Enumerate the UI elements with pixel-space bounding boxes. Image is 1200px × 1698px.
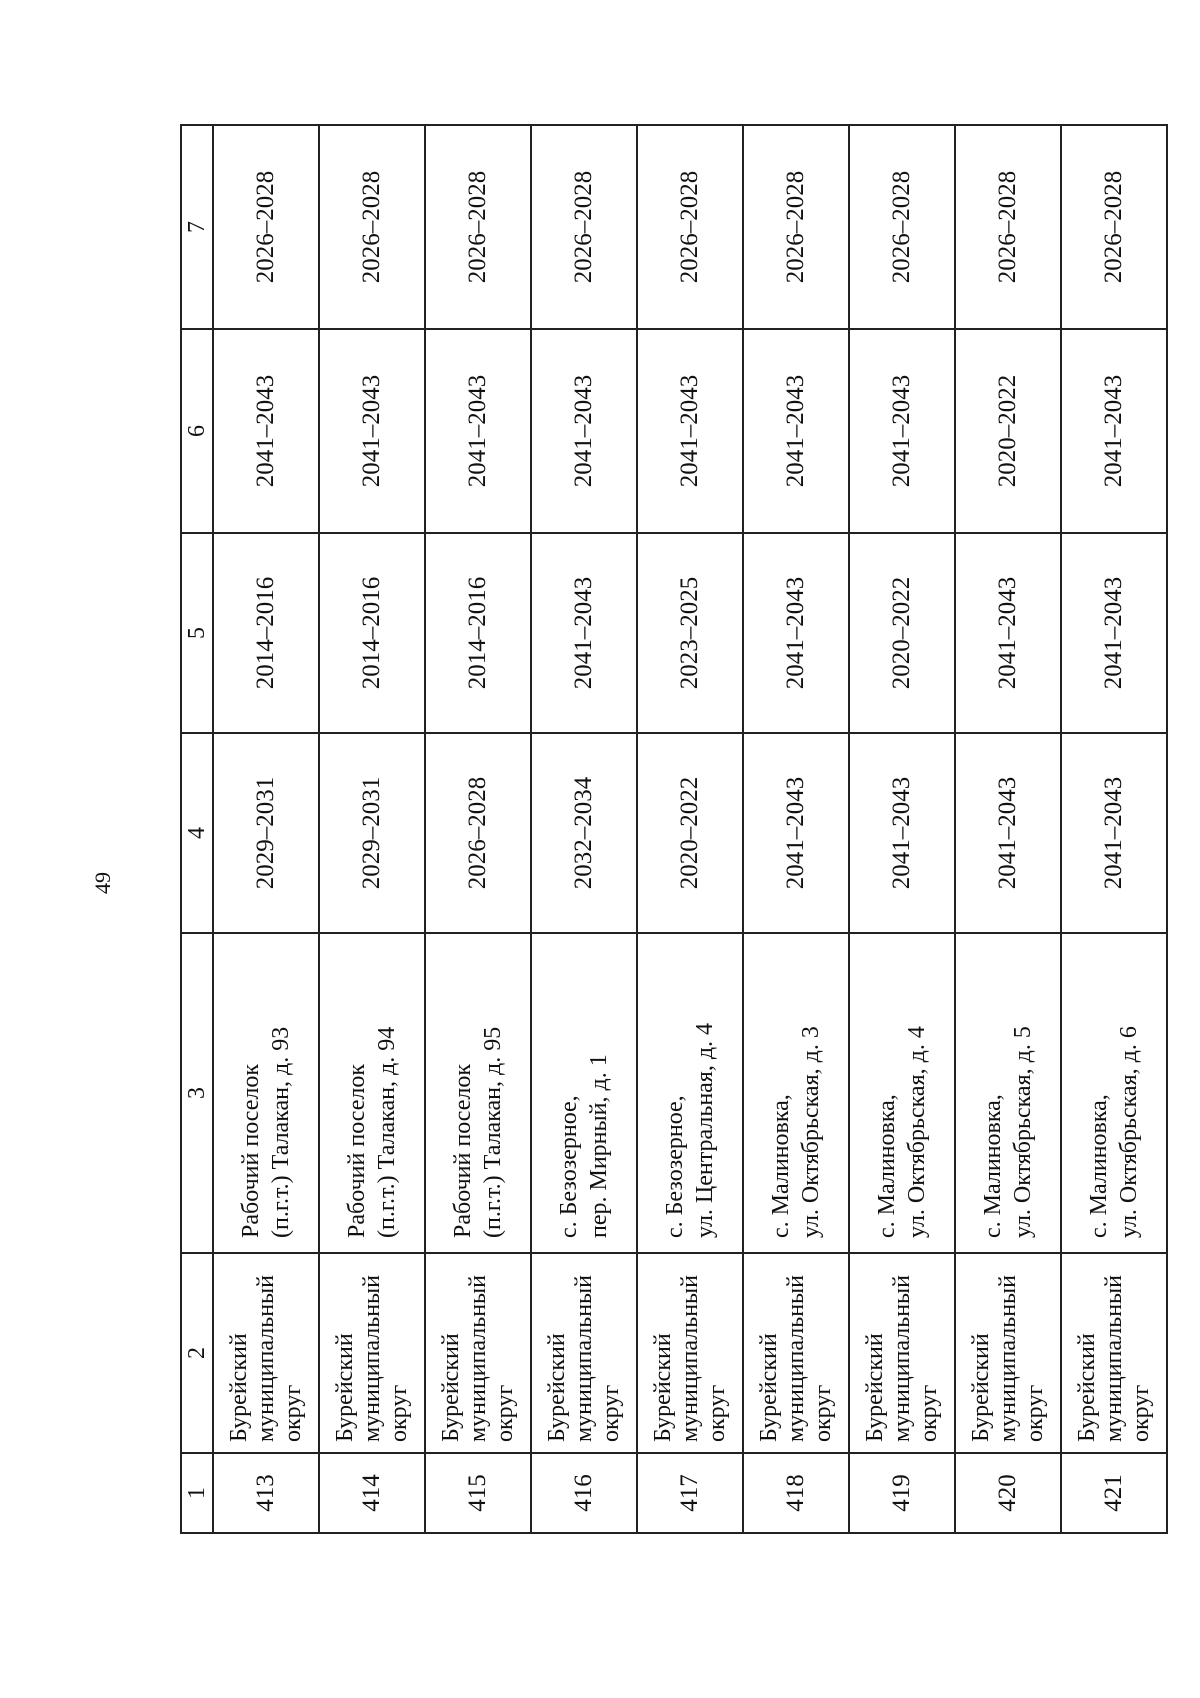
period-cell-col4 [849, 733, 955, 933]
row-number: 419 [888, 1474, 915, 1512]
district-line: муниципальный [994, 1274, 1021, 1442]
district-line: округ [597, 1384, 624, 1442]
district-cell [425, 1253, 531, 1453]
district-line: округ [915, 1384, 942, 1442]
period-cell-col4 [213, 733, 319, 933]
row-number-cell [319, 1453, 425, 1533]
table-row [319, 125, 425, 1533]
period-value: 2026–2028 [464, 170, 491, 284]
period-cell-col4 [637, 733, 743, 933]
district-line: округ [491, 1384, 518, 1442]
period-value: 2026–2028 [782, 170, 809, 284]
period-value: 2041–2043 [782, 776, 809, 890]
district-line: муниципальный [782, 1274, 809, 1442]
address-line: Рабочий поселок [238, 1063, 264, 1238]
period-value: 2041–2043 [1100, 776, 1127, 890]
period-value: 2029–2031 [252, 776, 279, 890]
district-cell [849, 1253, 955, 1453]
district-line: округ [703, 1384, 730, 1442]
address-line: ул. Октябрьская, д. 3 [798, 1026, 824, 1238]
district-line: Бурейский [1073, 1333, 1100, 1442]
period-value: 2026–2028 [570, 170, 597, 284]
period-cell-col7 [849, 125, 955, 329]
period-value: 2020–2022 [994, 374, 1021, 488]
district-line: округ [1021, 1384, 1048, 1442]
address-line: с. Малиновка, [980, 1094, 1006, 1238]
address-line: (п.г.т.) Талакан, д. 93 [268, 1026, 294, 1238]
row-number-cell [213, 1453, 319, 1533]
district-line: Бурейский [755, 1333, 782, 1442]
table-row [637, 125, 743, 1533]
period-cell-col5 [213, 533, 319, 733]
table-header-row [181, 125, 213, 1533]
district-line: Бурейский [967, 1333, 994, 1442]
address-line: с. Безозерное, [662, 1095, 688, 1238]
table-row [955, 125, 1061, 1533]
column-header: 7 [181, 125, 213, 329]
period-cell-col6 [743, 329, 849, 533]
district-cell [213, 1253, 319, 1453]
row-number: 414 [358, 1474, 385, 1512]
district-line: муниципальный [888, 1274, 915, 1442]
period-cell-col7 [531, 125, 637, 329]
period-cell-col5 [531, 533, 637, 733]
period-value: 2041–2043 [994, 776, 1021, 890]
rotated-table [180, 126, 1154, 1534]
period-value: 2026–2028 [888, 170, 915, 284]
period-cell-col7 [955, 125, 1061, 329]
period-value: 2032–2034 [570, 776, 597, 890]
period-cell-col4 [743, 733, 849, 933]
period-value: 2041–2043 [782, 576, 809, 690]
table-row [425, 125, 531, 1533]
column-header: 6 [181, 329, 213, 533]
district-cell [319, 1253, 425, 1453]
period-value: 2023–2025 [676, 576, 703, 690]
district-line: округ [279, 1384, 306, 1442]
column-header: 5 [181, 533, 213, 733]
period-value: 2041–2043 [1100, 576, 1127, 690]
row-number-cell [849, 1453, 955, 1533]
address-line: с. Малиновка, [768, 1094, 794, 1238]
period-cell-col7 [319, 125, 425, 329]
period-cell-col7 [743, 125, 849, 329]
column-header: 4 [181, 733, 213, 933]
district-cell [955, 1253, 1061, 1453]
row-number-cell [743, 1453, 849, 1533]
row-number-cell [1061, 1453, 1167, 1533]
period-value: 2041–2043 [252, 374, 279, 488]
period-value: 2041–2043 [782, 374, 809, 488]
period-value: 2041–2043 [888, 374, 915, 488]
table-row [743, 125, 849, 1533]
period-cell-col6 [637, 329, 743, 533]
district-line: Бурейский [225, 1333, 252, 1442]
period-cell-col6 [849, 329, 955, 533]
period-value: 2041–2043 [570, 576, 597, 690]
period-value: 2020–2022 [888, 576, 915, 690]
period-value: 2041–2043 [888, 776, 915, 890]
row-number-cell [425, 1453, 531, 1533]
district-cell [743, 1253, 849, 1453]
address-line: ул. Октябрьская, д. 4 [904, 1026, 930, 1238]
period-value: 2014–2016 [358, 576, 385, 690]
period-value: 2041–2043 [464, 374, 491, 488]
period-cell-col5 [637, 533, 743, 733]
period-cell-col4 [955, 733, 1061, 933]
row-number: 417 [676, 1474, 703, 1512]
address-line: Рабочий поселок [450, 1063, 476, 1238]
district-line: Бурейский [543, 1333, 570, 1442]
period-cell-col4 [425, 733, 531, 933]
period-value: 2026–2028 [358, 170, 385, 284]
period-value: 2020–2022 [676, 776, 703, 890]
address-line: с. Малиновка, [1086, 1094, 1112, 1238]
district-line: Бурейский [649, 1333, 676, 1442]
period-cell-col6 [531, 329, 637, 533]
address-line: ул. Октябрьская, д. 5 [1010, 1026, 1036, 1238]
row-number: 418 [782, 1474, 809, 1512]
period-value: 2014–2016 [464, 576, 491, 690]
district-line: муниципальный [252, 1274, 279, 1442]
address-cell [425, 933, 531, 1253]
district-line: Бурейский [331, 1333, 358, 1442]
period-value: 2014–2016 [252, 576, 279, 690]
table-row [1061, 125, 1167, 1533]
district-line: округ [1127, 1384, 1154, 1442]
district-line: муниципальный [676, 1274, 703, 1442]
period-cell-col6 [955, 329, 1061, 533]
address-cell [743, 933, 849, 1253]
district-line: Бурейский [437, 1333, 464, 1442]
period-cell-col5 [1061, 533, 1167, 733]
district-line: округ [809, 1384, 836, 1442]
address-cell [955, 933, 1061, 1253]
period-value: 2026–2028 [464, 776, 491, 890]
period-value: 2026–2028 [676, 170, 703, 284]
period-cell-col4 [1061, 733, 1167, 933]
period-cell-col7 [425, 125, 531, 329]
period-cell-col6 [425, 329, 531, 533]
period-cell-col7 [213, 125, 319, 329]
address-line: с. Малиновка, [874, 1094, 900, 1238]
district-line: муниципальный [1100, 1274, 1127, 1442]
address-cell [1061, 933, 1167, 1253]
table-row [531, 125, 637, 1533]
schedule-table [180, 124, 1168, 1534]
address-line: Рабочий поселок [344, 1063, 370, 1238]
address-cell [531, 933, 637, 1253]
district-line: муниципальный [358, 1274, 385, 1442]
row-number-cell [955, 1453, 1061, 1533]
period-value: 2041–2043 [1100, 374, 1127, 488]
district-line: округ [385, 1384, 412, 1442]
address-cell [849, 933, 955, 1253]
district-line: муниципальный [464, 1274, 491, 1442]
period-value: 2041–2043 [676, 374, 703, 488]
address-line: (п.г.т.) Талакан, д. 95 [480, 1026, 506, 1238]
period-cell-col5 [743, 533, 849, 733]
row-number-cell [637, 1453, 743, 1533]
district-cell [1061, 1253, 1167, 1453]
address-cell [637, 933, 743, 1253]
period-value: 2041–2043 [570, 374, 597, 488]
period-cell-col6 [1061, 329, 1167, 533]
period-cell-col7 [1061, 125, 1167, 329]
period-cell-col7 [637, 125, 743, 329]
table-row [213, 125, 319, 1533]
period-value: 2029–2031 [358, 776, 385, 890]
column-header: 3 [181, 933, 213, 1253]
row-number: 420 [994, 1474, 1021, 1512]
period-value: 2026–2028 [994, 170, 1021, 284]
period-cell-col4 [319, 733, 425, 933]
row-number: 421 [1100, 1474, 1127, 1512]
row-number: 415 [464, 1474, 491, 1512]
period-cell-col5 [425, 533, 531, 733]
address-line: ул. Центральная, д. 4 [692, 1022, 718, 1238]
column-header: 1 [181, 1453, 213, 1533]
address-line: пер. Мирный, д. 1 [586, 1054, 612, 1238]
address-line: ул. Октябрьская, д. 6 [1116, 1026, 1142, 1238]
address-line: (п.г.т.) Талакан, д. 94 [374, 1026, 400, 1238]
page-number: 49 [90, 872, 115, 894]
address-cell [319, 933, 425, 1253]
period-cell-col5 [849, 533, 955, 733]
period-value: 2041–2043 [994, 576, 1021, 690]
row-number: 413 [252, 1474, 279, 1512]
table-container [180, 126, 1154, 1534]
district-line: муниципальный [570, 1274, 597, 1442]
row-number: 416 [570, 1474, 597, 1512]
period-value: 2041–2043 [358, 374, 385, 488]
district-cell [637, 1253, 743, 1453]
period-cell-col4 [531, 733, 637, 933]
period-value: 2026–2028 [252, 170, 279, 284]
period-cell-col6 [319, 329, 425, 533]
period-value: 2026–2028 [1100, 170, 1127, 284]
address-line: с. Безозерное, [556, 1095, 582, 1238]
column-header: 2 [181, 1253, 213, 1453]
district-line: Бурейский [861, 1333, 888, 1442]
row-number-cell [531, 1453, 637, 1533]
period-cell-col6 [213, 329, 319, 533]
district-cell [531, 1253, 637, 1453]
address-cell [213, 933, 319, 1253]
period-cell-col5 [955, 533, 1061, 733]
period-cell-col5 [319, 533, 425, 733]
table-row [849, 125, 955, 1533]
